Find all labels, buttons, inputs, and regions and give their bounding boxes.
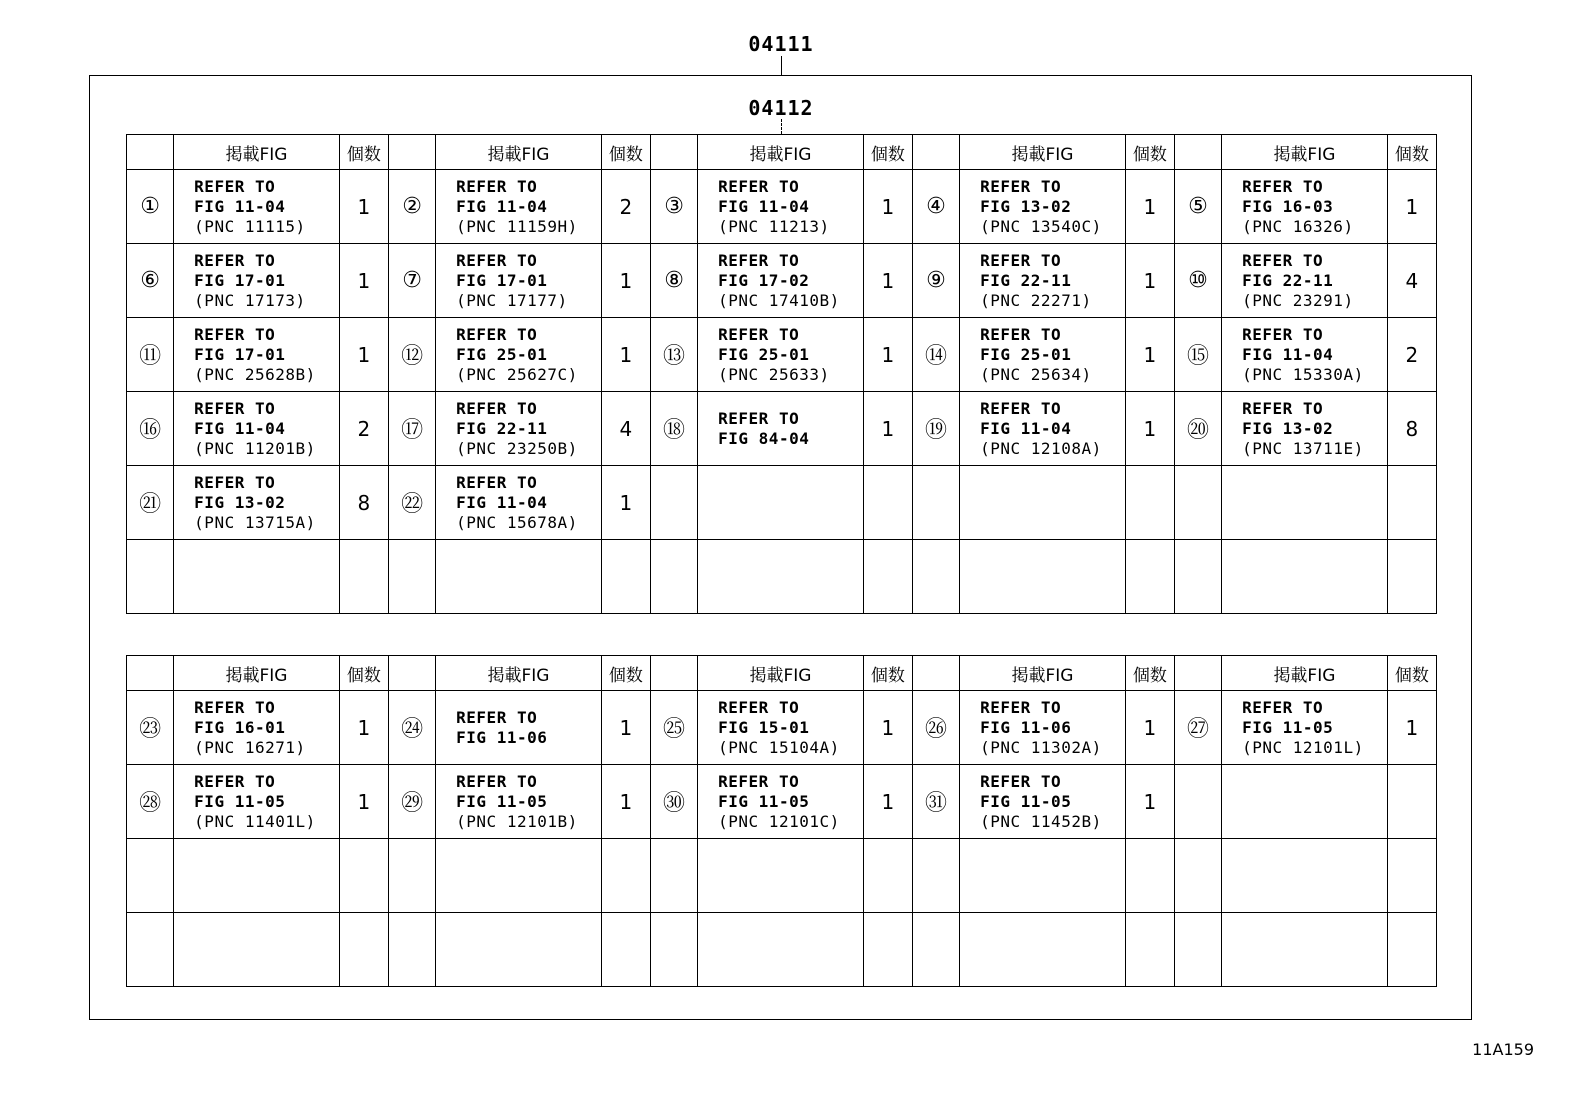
- refer-text: REFER TO: [718, 771, 800, 791]
- header-fig: 掲載FIG: [436, 135, 602, 170]
- quantity: 1: [339, 765, 388, 839]
- header-num-cell: [912, 135, 959, 170]
- refer-text: REFER TO: [980, 250, 1062, 270]
- refer-text: REFER TO: [1242, 398, 1324, 418]
- fig-reference: [174, 691, 340, 765]
- fig-reference: [960, 691, 1126, 765]
- item-number: ⑰: [388, 392, 435, 466]
- quantity: 1: [863, 392, 912, 466]
- header-num-cell: [388, 656, 435, 691]
- table-row: [127, 913, 1437, 987]
- fig-reference: [698, 318, 864, 392]
- item-number: ㉓: [127, 691, 174, 765]
- header-qty: 個数: [339, 656, 388, 691]
- refer-text: REFER TO: [456, 176, 538, 196]
- fig-reference: [174, 244, 340, 318]
- pnc-number: (PNC 11201B): [194, 438, 316, 458]
- header-qty: 個数: [339, 135, 388, 170]
- fig-reference: [960, 244, 1126, 318]
- header-num-cell: [650, 656, 697, 691]
- quantity: [339, 540, 388, 614]
- quantity: [1125, 839, 1174, 913]
- item-number: [912, 839, 959, 913]
- quantity: 1: [339, 244, 388, 318]
- item-number: ⑳: [1174, 392, 1221, 466]
- item-number: ⑪: [127, 318, 174, 392]
- header-qty: 個数: [863, 135, 912, 170]
- fig-number: FIG 11-04: [194, 418, 286, 438]
- quantity: 1: [601, 318, 650, 392]
- header-num-cell: [650, 135, 697, 170]
- item-number: ㉕: [650, 691, 697, 765]
- fig-reference: [174, 839, 340, 913]
- fig-number: FIG 13-02: [980, 196, 1072, 216]
- item-number: ⑦: [388, 244, 435, 318]
- fig-reference: [436, 765, 602, 839]
- refer-text: REFER TO: [194, 771, 276, 791]
- quantity: 4: [1387, 244, 1436, 318]
- fig-reference: [960, 318, 1126, 392]
- fig-reference: [960, 839, 1126, 913]
- item-number: [912, 540, 959, 614]
- fig-number: FIG 22-11: [1242, 270, 1334, 290]
- pnc-number: (PNC 17177): [456, 290, 568, 310]
- refer-text: REFER TO: [718, 408, 800, 428]
- fig-reference: [436, 466, 602, 540]
- header-num-cell: [912, 656, 959, 691]
- item-number: ㉙: [388, 765, 435, 839]
- fig-reference: [436, 170, 602, 244]
- item-number: [912, 913, 959, 987]
- table-row: [127, 839, 1437, 913]
- pnc-number: (PNC 25634): [980, 364, 1092, 384]
- fig-number: FIG 11-05: [194, 791, 286, 811]
- fig-number: FIG 16-03: [1242, 196, 1334, 216]
- parent-leader-line: [781, 56, 782, 75]
- pnc-number: (PNC 13711E): [1242, 438, 1364, 458]
- fig-reference: [174, 913, 340, 987]
- fig-number: FIG 17-01: [194, 270, 286, 290]
- refer-text: REFER TO: [1242, 324, 1324, 344]
- fig-reference: [1222, 170, 1388, 244]
- fig-reference: [960, 170, 1126, 244]
- pnc-number: (PNC 12101L): [1242, 737, 1364, 757]
- fig-number: FIG 17-01: [456, 270, 548, 290]
- fig-reference: [436, 244, 602, 318]
- header-fig: 掲載FIG: [960, 656, 1126, 691]
- parts-reference-table-top: [126, 134, 1437, 614]
- fig-number: FIG 11-06: [456, 727, 548, 747]
- refer-text: REFER TO: [456, 771, 538, 791]
- quantity: 1: [601, 466, 650, 540]
- fig-reference: [960, 540, 1126, 614]
- header-fig: 掲載FIG: [436, 656, 602, 691]
- pnc-number: (PNC 13540C): [980, 216, 1102, 236]
- item-number: [1174, 765, 1221, 839]
- header-num-cell: [1174, 135, 1221, 170]
- fig-reference: [698, 170, 864, 244]
- parent-assembly-code: 04111: [748, 32, 814, 56]
- item-number: [650, 839, 697, 913]
- fig-reference: [436, 913, 602, 987]
- quantity: [863, 540, 912, 614]
- quantity: 1: [863, 691, 912, 765]
- header-num-cell: [388, 135, 435, 170]
- quantity: 8: [1387, 392, 1436, 466]
- item-number: [650, 913, 697, 987]
- quantity: 1: [601, 765, 650, 839]
- refer-text: REFER TO: [194, 176, 276, 196]
- quantity: 2: [601, 170, 650, 244]
- header-fig: 掲載FIG: [174, 135, 340, 170]
- fig-number: FIG 15-01: [718, 717, 810, 737]
- fig-reference: [960, 913, 1126, 987]
- item-number: [127, 540, 174, 614]
- fig-reference: [436, 540, 602, 614]
- header-fig: 掲載FIG: [698, 656, 864, 691]
- fig-reference: [1222, 691, 1388, 765]
- fig-reference: [436, 839, 602, 913]
- child-leader-line: [781, 119, 782, 134]
- header-qty: 個数: [863, 656, 912, 691]
- quantity: [1125, 466, 1174, 540]
- header-row: [127, 135, 1437, 170]
- item-number: [1174, 913, 1221, 987]
- fig-reference: [1222, 466, 1388, 540]
- fig-number: FIG 11-05: [1242, 717, 1334, 737]
- fig-reference: [698, 392, 864, 466]
- table-row: [127, 392, 1437, 466]
- item-number: ㉔: [388, 691, 435, 765]
- quantity: 1: [863, 170, 912, 244]
- parts-reference-table-bottom: [126, 655, 1437, 987]
- refer-text: REFER TO: [1242, 250, 1324, 270]
- quantity: 1: [339, 170, 388, 244]
- quantity: [601, 540, 650, 614]
- fig-number: FIG 13-02: [1242, 418, 1334, 438]
- fig-reference: [698, 765, 864, 839]
- pnc-number: (PNC 12101C): [718, 811, 840, 831]
- pnc-number: (PNC 12108A): [980, 438, 1102, 458]
- pnc-number: (PNC 17410B): [718, 290, 840, 310]
- quantity: 1: [1125, 691, 1174, 765]
- item-number: [388, 913, 435, 987]
- fig-reference: [174, 540, 340, 614]
- item-number: ①: [127, 170, 174, 244]
- refer-text: REFER TO: [456, 472, 538, 492]
- quantity: [601, 839, 650, 913]
- header-num-cell: [1174, 656, 1221, 691]
- refer-text: REFER TO: [980, 398, 1062, 418]
- fig-reference: [698, 466, 864, 540]
- table-row: [127, 170, 1437, 244]
- fig-number: FIG 11-04: [980, 418, 1072, 438]
- fig-number: FIG 11-04: [718, 196, 810, 216]
- refer-text: REFER TO: [980, 176, 1062, 196]
- item-number: ⑯: [127, 392, 174, 466]
- fig-number: FIG 25-01: [980, 344, 1072, 364]
- quantity: 1: [863, 244, 912, 318]
- refer-text: REFER TO: [980, 324, 1062, 344]
- quantity: 1: [339, 691, 388, 765]
- quantity: [1387, 765, 1436, 839]
- quantity: [1387, 913, 1436, 987]
- quantity: [1387, 540, 1436, 614]
- table-row: [127, 691, 1437, 765]
- quantity: [1125, 540, 1174, 614]
- fig-number: FIG 11-05: [718, 791, 810, 811]
- item-number: ㉗: [1174, 691, 1221, 765]
- pnc-number: (PNC 16271): [194, 737, 306, 757]
- item-number: ⑧: [650, 244, 697, 318]
- fig-reference: [1222, 244, 1388, 318]
- item-number: [650, 466, 697, 540]
- fig-reference: [698, 244, 864, 318]
- quantity: 2: [1387, 318, 1436, 392]
- refer-text: REFER TO: [980, 771, 1062, 791]
- refer-text: REFER TO: [194, 250, 276, 270]
- quantity: 1: [1125, 765, 1174, 839]
- fig-number: FIG 11-05: [980, 791, 1072, 811]
- fig-number: FIG 11-04: [456, 492, 548, 512]
- fig-reference: [1222, 839, 1388, 913]
- item-number: ㉛: [912, 765, 959, 839]
- fig-reference: [1222, 540, 1388, 614]
- table-row: [127, 318, 1437, 392]
- quantity: 1: [863, 765, 912, 839]
- refer-text: REFER TO: [456, 398, 538, 418]
- header-qty: 個数: [1125, 656, 1174, 691]
- pnc-number: (PNC 11401L): [194, 811, 316, 831]
- fig-number: FIG 84-04: [718, 428, 810, 448]
- item-number: [912, 466, 959, 540]
- quantity: [863, 466, 912, 540]
- refer-text: REFER TO: [456, 250, 538, 270]
- pnc-number: (PNC 25627C): [456, 364, 578, 384]
- item-number: [1174, 540, 1221, 614]
- quantity: 8: [339, 466, 388, 540]
- item-number: ㉑: [127, 466, 174, 540]
- pnc-number: (PNC 11452B): [980, 811, 1102, 831]
- quantity: 4: [601, 392, 650, 466]
- header-fig: 掲載FIG: [1222, 656, 1388, 691]
- pnc-number: (PNC 15678A): [456, 512, 578, 532]
- fig-reference: [436, 691, 602, 765]
- quantity: 1: [1387, 170, 1436, 244]
- quantity: [863, 839, 912, 913]
- refer-text: REFER TO: [456, 707, 538, 727]
- quantity: [339, 913, 388, 987]
- item-number: ⑤: [1174, 170, 1221, 244]
- fig-reference: [436, 392, 602, 466]
- fig-number: FIG 11-05: [456, 791, 548, 811]
- refer-text: REFER TO: [194, 472, 276, 492]
- header-fig: 掲載FIG: [174, 656, 340, 691]
- fig-reference: [1222, 318, 1388, 392]
- item-number: ⑥: [127, 244, 174, 318]
- quantity: 1: [863, 318, 912, 392]
- drawing-number: 11A159: [1472, 1040, 1534, 1059]
- pnc-number: (PNC 11213): [718, 216, 830, 236]
- header-fig: 掲載FIG: [960, 135, 1126, 170]
- refer-text: REFER TO: [718, 697, 800, 717]
- quantity: 1: [601, 691, 650, 765]
- item-number: ㉘: [127, 765, 174, 839]
- fig-number: FIG 11-06: [980, 717, 1072, 737]
- quantity: [863, 913, 912, 987]
- fig-number: FIG 16-01: [194, 717, 286, 737]
- refer-text: REFER TO: [718, 176, 800, 196]
- item-number: ⑱: [650, 392, 697, 466]
- item-number: ㉒: [388, 466, 435, 540]
- header-qty: 個数: [1387, 656, 1436, 691]
- pnc-number: (PNC 17173): [194, 290, 306, 310]
- pnc-number: (PNC 25633): [718, 364, 830, 384]
- pnc-number: (PNC 11115): [194, 216, 306, 236]
- quantity: 1: [601, 244, 650, 318]
- item-number: ㉖: [912, 691, 959, 765]
- item-number: [1174, 466, 1221, 540]
- pnc-number: (PNC 11302A): [980, 737, 1102, 757]
- fig-reference: [1222, 765, 1388, 839]
- item-number: ⑮: [1174, 318, 1221, 392]
- item-number: [127, 839, 174, 913]
- quantity: 1: [1387, 691, 1436, 765]
- header-num-cell: [127, 135, 174, 170]
- fig-number: FIG 11-04: [456, 196, 548, 216]
- item-number: ⑫: [388, 318, 435, 392]
- item-number: [388, 540, 435, 614]
- pnc-number: (PNC 23291): [1242, 290, 1354, 310]
- quantity: 2: [339, 392, 388, 466]
- item-number: ③: [650, 170, 697, 244]
- fig-reference: [174, 170, 340, 244]
- fig-number: FIG 22-11: [980, 270, 1072, 290]
- item-number: [127, 913, 174, 987]
- fig-reference: [174, 466, 340, 540]
- fig-number: FIG 22-11: [456, 418, 548, 438]
- pnc-number: (PNC 11159H): [456, 216, 578, 236]
- table-row: [127, 466, 1437, 540]
- fig-reference: [698, 540, 864, 614]
- fig-number: FIG 25-01: [718, 344, 810, 364]
- fig-number: FIG 11-04: [1242, 344, 1334, 364]
- fig-number: FIG 11-04: [194, 196, 286, 216]
- item-number: ⑨: [912, 244, 959, 318]
- item-number: ㉚: [650, 765, 697, 839]
- item-number: ⑲: [912, 392, 959, 466]
- pnc-number: (PNC 23250B): [456, 438, 578, 458]
- fig-number: FIG 13-02: [194, 492, 286, 512]
- quantity: [339, 839, 388, 913]
- quantity: [601, 913, 650, 987]
- item-number: ④: [912, 170, 959, 244]
- quantity: [1387, 466, 1436, 540]
- header-qty: 個数: [601, 135, 650, 170]
- quantity: 1: [1125, 244, 1174, 318]
- fig-number: FIG 17-01: [194, 344, 286, 364]
- pnc-number: (PNC 15330A): [1242, 364, 1364, 384]
- fig-reference: [960, 765, 1126, 839]
- fig-reference: [1222, 913, 1388, 987]
- quantity: 1: [1125, 318, 1174, 392]
- pnc-number: (PNC 13715A): [194, 512, 316, 532]
- quantity: [1125, 913, 1174, 987]
- header-qty: 個数: [601, 656, 650, 691]
- item-number: [1174, 839, 1221, 913]
- item-number: ②: [388, 170, 435, 244]
- refer-text: REFER TO: [194, 398, 276, 418]
- quantity: [1387, 839, 1436, 913]
- fig-reference: [174, 318, 340, 392]
- item-number: [388, 839, 435, 913]
- header-fig: 掲載FIG: [1222, 135, 1388, 170]
- quantity: 1: [1125, 170, 1174, 244]
- table-row: [127, 244, 1437, 318]
- fig-reference: [1222, 392, 1388, 466]
- table-row: [127, 540, 1437, 614]
- refer-text: REFER TO: [456, 324, 538, 344]
- table-row: [127, 765, 1437, 839]
- refer-text: REFER TO: [718, 324, 800, 344]
- refer-text: REFER TO: [980, 697, 1062, 717]
- item-number: ⑩: [1174, 244, 1221, 318]
- pnc-number: (PNC 12101B): [456, 811, 578, 831]
- header-row: [127, 656, 1437, 691]
- fig-reference: [174, 392, 340, 466]
- pnc-number: (PNC 16326): [1242, 216, 1354, 236]
- header-num-cell: [127, 656, 174, 691]
- refer-text: REFER TO: [194, 324, 276, 344]
- fig-number: FIG 17-02: [718, 270, 810, 290]
- refer-text: REFER TO: [1242, 176, 1324, 196]
- item-number: [650, 540, 697, 614]
- pnc-number: (PNC 22271): [980, 290, 1092, 310]
- refer-text: REFER TO: [1242, 697, 1324, 717]
- header-fig: 掲載FIG: [698, 135, 864, 170]
- fig-number: FIG 25-01: [456, 344, 548, 364]
- fig-reference: [174, 765, 340, 839]
- fig-reference: [698, 839, 864, 913]
- fig-reference: [698, 913, 864, 987]
- item-number: ⑭: [912, 318, 959, 392]
- child-assembly-code: 04112: [748, 96, 814, 120]
- refer-text: REFER TO: [718, 250, 800, 270]
- quantity: 1: [339, 318, 388, 392]
- refer-text: REFER TO: [194, 697, 276, 717]
- header-qty: 個数: [1387, 135, 1436, 170]
- fig-reference: [698, 691, 864, 765]
- item-number: ⑬: [650, 318, 697, 392]
- pnc-number: (PNC 25628B): [194, 364, 316, 384]
- header-qty: 個数: [1125, 135, 1174, 170]
- fig-reference: [960, 466, 1126, 540]
- fig-reference: [960, 392, 1126, 466]
- fig-reference: [436, 318, 602, 392]
- quantity: 1: [1125, 392, 1174, 466]
- pnc-number: (PNC 15104A): [718, 737, 840, 757]
